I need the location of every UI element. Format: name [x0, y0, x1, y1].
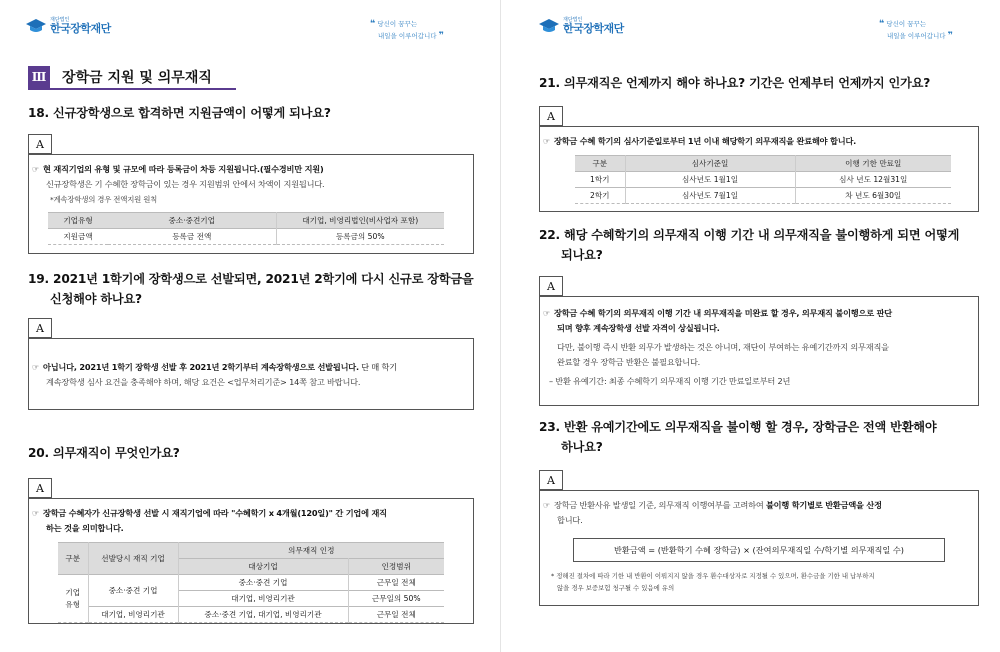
q22-answer-line5: – 반환 유예기간: 최종 수혜학기 의무재직 이행 기간 만료일로부터 2년 [549, 376, 791, 386]
q18-title: 18. 신규장학생으로 합격하면 지원금액이 어떻게 되나요? [28, 106, 331, 120]
table-header: 이행 기한 만료일 [795, 156, 951, 172]
table-cell: 심사 년도 12월31일 [795, 172, 951, 188]
table-header: 대기업, 비영리법인(비사업자 포함) [276, 213, 444, 229]
q20-answer-bold-line1: 장학금 수혜자가 신규장학생 선발 시 재직기업에 따라 "수혜학기 x 4개월(120일)" 간 기업에 재직 [42, 508, 387, 518]
q20-answer-bold-line2: 하는 것을 의미합니다. [46, 523, 124, 533]
q20-title: 20. 의무재직이 무엇인가요? [28, 446, 180, 460]
table-cell: 근무일의 50% [348, 591, 444, 607]
table-header: 대상기업 [178, 559, 348, 575]
q22-title-line1: 22. 해당 수혜학기의 의무재직 이행 기간 내 의무재직을 불이행하게 되면 어떻게 [539, 228, 960, 242]
q22-answer [543, 306, 977, 389]
q23-answer-line2: 합니다. [557, 515, 583, 525]
q19-answer-tail: 단 매 학기 [358, 362, 397, 372]
q23-title-line1: 23. 반환 유예기간에도 의무재직을 불이행 할 경우, 장학금은 전액 반환해야 [539, 420, 937, 434]
pointing-hand-icon: ☞ [32, 509, 39, 518]
q19-title-line1: 19. 2021년 1학기에 장학생으로 선발되면, 2021년 2학기에 다시 신규로 장학금을 [28, 272, 474, 286]
q18-answer-label: A [28, 134, 52, 154]
quote-open-icon: ❝ [370, 19, 376, 29]
table-cell: 대기업, 비영리기관 [178, 591, 348, 607]
q22-title-line2: 되나요? [561, 248, 603, 262]
table-header: 심사기준일 [625, 156, 795, 172]
quote-open-icon: ❝ [879, 19, 885, 29]
q19-answer-label: A [28, 318, 52, 338]
pointing-hand-icon: ☞ [32, 363, 39, 372]
pointing-hand-icon: ☞ [32, 165, 39, 174]
q18-answer-line3: *계속장학생의 경우 전액지원 원칙 [50, 195, 158, 204]
table-cell: 중소·중견 기업 [178, 575, 348, 591]
q21-answer [543, 134, 977, 149]
table-cell: 중소·중견 기업 [88, 575, 178, 607]
q19-answer-bold: 아닙니다, 2021년 1학기 장학생 선발 후 2021년 2학기부터 계속장학생으로 선발됩니다. [42, 362, 359, 372]
q23-note-line2: 않을 경우 보증보험 청구될 수 있음에 유의 [557, 584, 675, 592]
table-row [58, 607, 444, 623]
q21-deadline-table [575, 155, 951, 204]
q22-answer-label: A [539, 276, 563, 296]
q22-answer-bold-line2: 되며 향후 계속장학생 선발 자격이 상실됩니다. [557, 323, 720, 333]
quote-close-icon: ❞ [947, 31, 953, 42]
graduation-cap-icon [26, 18, 46, 34]
table-header: 구분 [58, 543, 88, 575]
slogan-line-2: 내일을 이루어갑니다 [378, 32, 437, 41]
logo-subtext: 재단법인 [50, 17, 70, 23]
table-row [575, 188, 951, 204]
q23-answer [543, 498, 977, 528]
q18-answer [32, 162, 472, 207]
q23-answer-plain: 장학금 반환사유 발생일 기준, 의무재직 이행여부를 고려하여 [553, 500, 766, 510]
table-cell: 심사년도 1월1일 [625, 172, 795, 188]
q21-answer-label: A [539, 106, 563, 126]
slogan-line-1: 당신이 꿈꾸는 [377, 20, 418, 28]
q23-note [551, 570, 975, 594]
q23-answer-bold: 불이행 학기별로 반환금액을 산정 [765, 500, 882, 510]
table-header: 중소·중견기업 [108, 213, 276, 229]
table-cell: 근무일 전체 [348, 575, 444, 591]
slogan [370, 18, 444, 42]
q19-answer [32, 360, 472, 390]
slogan-line-1: 당신이 꿈꾸는 [886, 20, 927, 28]
table-cell: 차 년도 6월30일 [795, 188, 951, 204]
table-header-row [575, 156, 951, 172]
q23-title-line2: 하나요? [561, 440, 603, 454]
q18-answer-bold: 현 재직기업의 유형 및 규모에 따라 등록금이 차등 지원됩니다.(필수경비만 지원) [42, 164, 324, 174]
q21-title: 21. 의무재직은 언제까지 해야 하나요? 기간은 언제부터 언제까지 인가요? [539, 76, 931, 90]
table-header: 기업유형 [48, 213, 108, 229]
table-row [575, 172, 951, 188]
q22-answer-line4: 완료할 경우 장학금 반환은 불필요합니다. [557, 357, 701, 367]
q19-title-line2: 신청해야 하나요? [50, 292, 142, 306]
table-header: 선발당시 재직 기업 [88, 543, 178, 575]
quote-close-icon: ❞ [438, 31, 444, 42]
table-cell: 기업 유형 [58, 575, 88, 623]
q22-answer-bold-line1: 장학금 수혜 학기의 의무재직 이행 기간 내 의무재직을 미완료 할 경우, 의무재직 불이행으로 판단 [553, 308, 893, 318]
section-title: 장학금 지원 및 의무재직 [62, 70, 212, 86]
pointing-hand-icon: ☞ [543, 501, 550, 510]
table-row [48, 229, 444, 245]
pointing-hand-icon: ☞ [543, 309, 550, 318]
table-cell: 중소·중견 기업, 대기업, 비영리기관 [178, 607, 348, 623]
q18-support-table [48, 212, 444, 245]
section-number: Ⅲ [28, 66, 50, 88]
refund-formula-box [573, 538, 945, 562]
q20-answer-label: A [28, 478, 52, 498]
logo-subtext: 재단법인 [563, 17, 583, 23]
q21-answer-bold: 장학금 수혜 학기의 심사기준일로부터 1년 이내 해당학기 의무재직을 완료해야 합니다. [553, 136, 857, 146]
right-page [500, 0, 1000, 652]
kosaf-logo [26, 18, 111, 34]
table-cell: 등록금 전액 [108, 229, 276, 245]
slogan [879, 18, 953, 42]
table-cell: 대기업, 비영리기관 [88, 607, 178, 623]
table-header-row [58, 543, 444, 559]
pointing-hand-icon: ☞ [543, 137, 550, 146]
table-cell: 지원금액 [48, 229, 108, 245]
q22-answer-line3: 다만, 불이행 즉시 반환 의무가 발생하는 것은 아니며, 재단이 부여하는 유예기간까지 의무재직을 [557, 342, 889, 352]
graduation-cap-icon [539, 18, 559, 34]
refund-formula: 반환금액 = (반환학기 수혜 장학금) × (잔여의무재직일 수/학기별 의무재직일 수) [614, 544, 904, 555]
logo-name: 한국장학재단 [563, 22, 624, 35]
kosaf-logo [539, 18, 624, 34]
section-header [28, 66, 236, 90]
table-header: 구분 [575, 156, 625, 172]
q23-answer-label: A [539, 470, 563, 490]
table-cell: 등록금의 50% [276, 229, 444, 245]
table-header: 인정범위 [348, 559, 444, 575]
table-header: 의무재직 인정 [178, 543, 444, 559]
q20-answer [32, 506, 472, 536]
table-row [58, 575, 444, 591]
table-header-row [48, 213, 444, 229]
q19-answer-line2: 계속장학생 심사 요건을 충족해야 하며, 해당 요건은 <업무처리기준> 14쪽 참고 바랍니다. [46, 377, 361, 387]
table-cell: 심사년도 7월1일 [625, 188, 795, 204]
q23-note-line1: * 정해진 절차에 따라 기한 내 반환이 이뤄지지 않을 경우 환수대상자로 지정될 수 있으며, 환수금을 기한 내 납부하지 [551, 572, 875, 580]
logo-name: 한국장학재단 [50, 22, 111, 35]
slogan-line-2: 내일을 이루어갑니다 [887, 32, 946, 41]
table-cell: 2학기 [575, 188, 625, 204]
q18-answer-line2: 신규장학생은 기 수혜한 장학금이 있는 경우 지원범위 안에서 차액이 지원됩니다. [46, 179, 325, 189]
table-cell: 1학기 [575, 172, 625, 188]
table-cell: 근무일 전체 [348, 607, 444, 623]
q20-duty-table [58, 542, 444, 623]
